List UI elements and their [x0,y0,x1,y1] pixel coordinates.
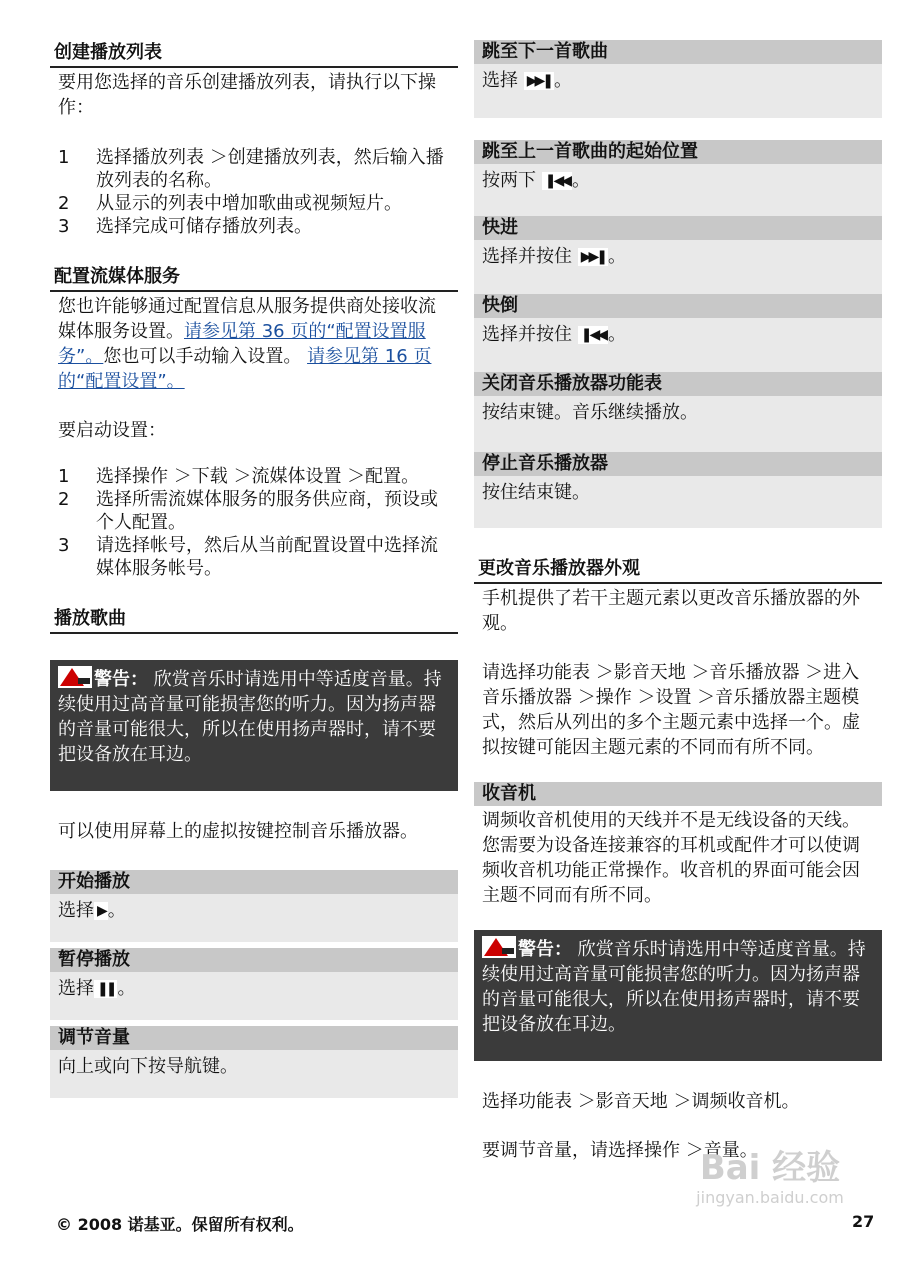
warning-label: 警告： [518,939,572,960]
playlist-section-title: 创建播放列表 [50,40,458,68]
page-number: 27 [852,1212,875,1231]
streaming-section-title: 配置流媒体服务 [50,264,458,292]
rewind-icon: ❚◀◀ [578,326,608,344]
warning-label: 警告： [94,669,148,690]
step-item: 1 选择操作 ＞下载 ＞流媒体设置 ＞配置。 [58,466,420,487]
config-service-link[interactable]: 请参见第 36 页的“配置设置服务”。 [58,321,426,367]
radio-section-head: 收音机 [474,782,882,806]
radio-paragraph-2: 选择功能表 ＞影音天地 ＞调频收音机。 [482,1091,800,1112]
play-section-title: 播放歌曲 [50,606,458,634]
control-box [474,140,882,216]
control-box-body: 选择并按住 ▶▶❚ 。 [474,240,882,294]
appearance-paragraph-2: 请选择功能表 ＞影音天地 ＞音乐播放器 ＞进入音乐播放器 ＞操作 ＞设置 ＞音乐播放器主题模式，然后从列出的多个主题元素中选择一个。虚拟按键可能因主题元素的不同而有所不同。 [482,662,860,758]
warning-icon [58,666,92,688]
control-box-body: 选择 ❚❚ 。 [50,972,458,1020]
fast-forward-icon: ▶▶❚ [578,248,608,266]
control-box-body: 按两下 ❚◀◀ 。 [474,164,882,216]
warning-box [50,660,458,791]
warning-icon [482,936,516,958]
control-box-body: 选择 ▶ 。 [50,894,458,942]
step-item: 2 选择所需流媒体服务的服务供应商，预设或个人配置。 [58,489,438,533]
control-box-head: 暂停播放 [50,948,458,972]
playlist-intro: 要用您选择的音乐创建播放列表，请执行以下操作： [58,72,436,118]
streaming-start-text: 要启动设置： [58,420,166,441]
warning-text: 欣赏音乐时请选用中等适度音量。持续使用过高音量可能损害您的听力。因为扬声器的音量可能很大，所以在使用扬声器时，请不要把设备放在耳边。 [58,669,442,765]
previous-track-icon: ❚◀◀ [542,172,572,190]
step-item: 3 请选择帐号，然后从当前配置设置中选择流媒体服务帐号。 [58,535,438,579]
streaming-steps [50,465,458,580]
play-icon: ▶ [94,902,108,920]
pause-icon: ❚❚ [94,980,117,998]
control-box-body: 按住结束键。 [474,476,882,528]
control-box-head: 开始播放 [50,870,458,894]
left-column [50,40,458,1098]
step-item: 3 选择完成可储存播放列表。 [58,216,312,237]
radio-paragraph-3: 要调节音量，请选择操作 ＞音量。 [482,1140,758,1161]
warning-box [474,930,882,1061]
warning-text: 欣赏音乐时请选用中等适度音量。持续使用过高音量可能损害您的听力。因为扬声器的音量可能很大，所以在使用扬声器时，请不要把设备放在耳边。 [482,939,866,1035]
control-box-head: 快进 [474,216,882,240]
control-box-head: 跳至上一首歌曲的起始位置 [474,140,882,164]
streaming-paragraph: 您也许能够通过配置信息从服务提供商处接收流媒体服务设置。请参见第 36 页的“配置设置服务”。您也可以手动输入设置。 请参见第 16 页的“配置设置”。 [58,296,436,392]
control-box-body: 向上或向下按导航键。 [50,1050,458,1098]
control-box-body: 选择 ▶▶❚ 。 [474,64,882,118]
baidu-watermark-logo: Bai 经验 jingyan.baidu.com [696,1148,844,1207]
step-item: 2 从显示的列表中增加歌曲或视频短片。 [58,193,402,214]
right-column [474,40,882,1163]
playlist-steps [50,146,458,238]
step-item: 1 选择播放列表 ＞创建播放列表，然后输入播放列表的名称。 [58,147,444,191]
config-settings-link[interactable]: 请参见第 16 页的“配置设置”。 [58,346,432,392]
next-track-icon: ▶▶❚ [524,72,554,90]
control-box-body: 选择并按住 ❚◀◀ 。 [474,318,882,372]
control-box-head: 关闭音乐播放器功能表 [474,372,882,396]
control-box-head: 跳至下一首歌曲 [474,40,882,64]
control-box [474,216,882,294]
appearance-paragraph-1: 手机提供了若干主题元素以更改音乐播放器的外观。 [482,588,860,634]
control-box [50,1026,458,1098]
control-box-head: 快倒 [474,294,882,318]
control-box-body: 按结束键。音乐继续播放。 [474,396,882,452]
control-box-head: 调节音量 [50,1026,458,1050]
control-box [474,294,882,372]
copyright-text: © 2008 诺基亚。保留所有权利。 [56,1215,304,1234]
control-box-head: 停止音乐播放器 [474,452,882,476]
control-box [474,40,882,118]
control-box [474,452,882,528]
control-box [474,372,882,452]
appearance-section-title: 更改音乐播放器外观 [474,556,882,584]
play-intro: 可以使用屏幕上的虚拟按键控制音乐播放器。 [58,821,418,842]
radio-paragraph-1: 调频收音机使用的天线并不是无线设备的天线。您需要为设备连接兼容的耳机或配件才可以使调频收音机功能正常操作。收音机的界面可能会因主题不同而有所不同。 [482,810,860,906]
control-box [50,948,458,1020]
control-box [50,870,458,942]
